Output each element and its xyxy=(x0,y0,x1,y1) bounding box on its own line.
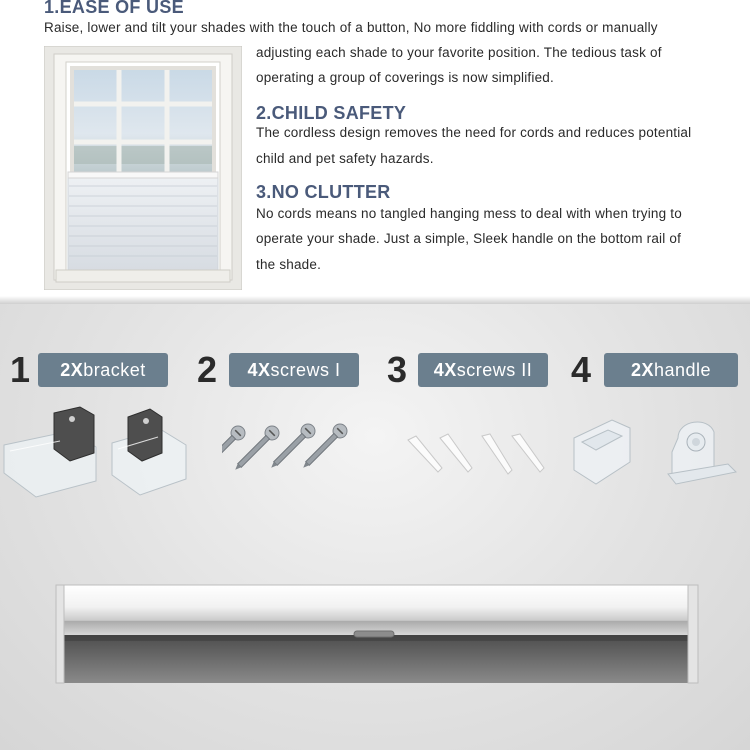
child-safety-line-2: child and pet safety hazards. xyxy=(256,151,434,166)
part-label-4: 2Xhandle xyxy=(604,353,738,387)
shade-rail-image xyxy=(54,583,700,693)
part-label-1: 2Xbracket xyxy=(38,353,168,387)
part-number-4: 4 xyxy=(571,349,592,390)
handle-image xyxy=(568,412,743,502)
no-clutter-line-2: operate your shade. Just a simple, Sleek handle on the bottom rail of xyxy=(256,231,682,246)
part-label-3: 4Xscrews II xyxy=(418,353,548,387)
part-number-3: 3 xyxy=(387,349,408,390)
screws-i-image xyxy=(222,415,392,490)
panel-divider xyxy=(0,296,750,304)
ease-of-use-line-3: operating a group of coverings is now simplified. xyxy=(256,70,554,85)
part-number-2: 2 xyxy=(197,349,218,390)
bracket-image xyxy=(0,403,190,503)
part-label-2: 4Xscrews I xyxy=(229,353,359,387)
part-number-1: 1 xyxy=(10,349,31,390)
window-shade-image xyxy=(44,46,242,290)
ease-of-use-line-1: Raise, lower and tilt your shades with the touch of a button, No more fiddling with cords or manually xyxy=(44,20,658,35)
no-clutter-line-3: the shade. xyxy=(256,257,322,272)
child-safety-heading: 2.CHILD SAFETY xyxy=(256,103,407,123)
ease-of-use-heading: 1.EASE OF USE xyxy=(44,0,184,17)
ease-of-use-line-2: adjusting each shade to your favorite position. The tedious task of xyxy=(256,45,662,60)
no-clutter-line-1: No cords means no tangled hanging mess to deal with when trying to xyxy=(256,206,682,221)
child-safety-line-1: The cordless design removes the need for cords and reduces potential xyxy=(256,125,692,140)
no-clutter-heading: 3.NO CLUTTER xyxy=(256,182,391,202)
screws-ii-image xyxy=(404,428,554,488)
